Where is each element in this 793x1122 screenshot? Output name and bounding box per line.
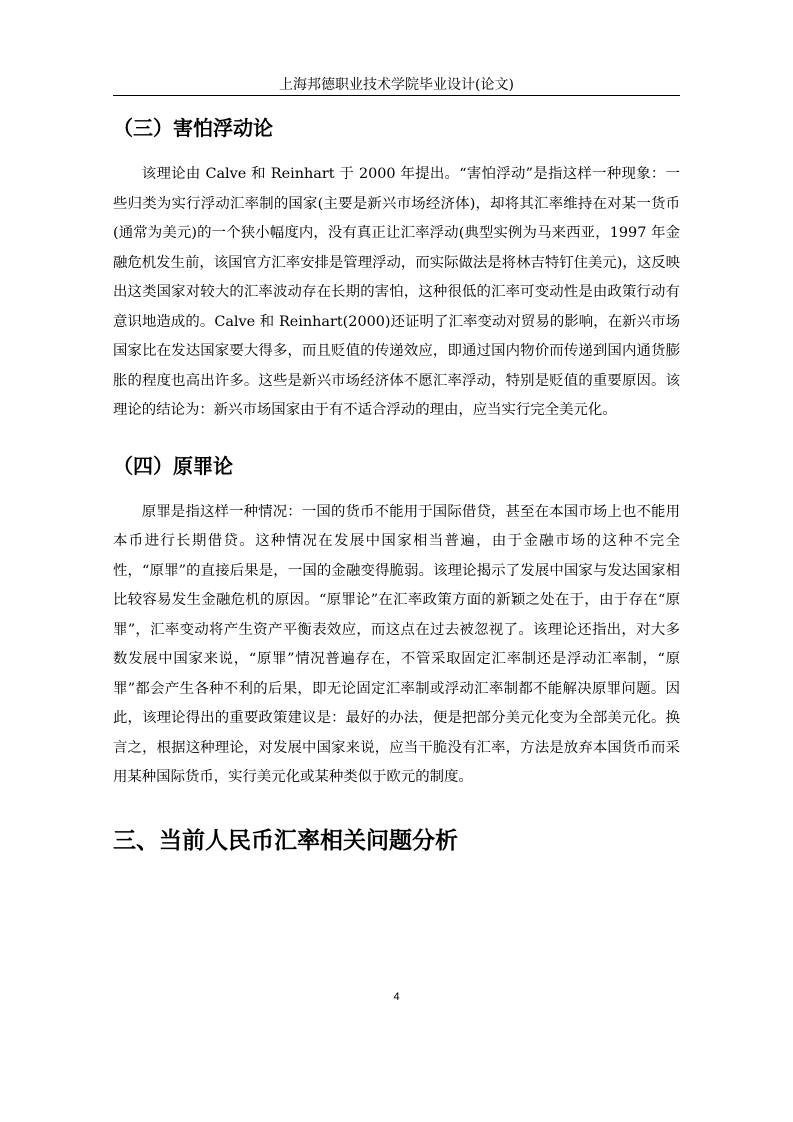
header-rule: [113, 95, 680, 96]
heading-fear-of-floating: （三）害怕浮动论: [113, 116, 273, 140]
page-number: 4: [393, 991, 400, 1003]
heading-original-sin: （四）原罪论: [113, 453, 233, 478]
page-header: 上海邦德职业技术学院毕业设计(论文): [279, 77, 514, 93]
heading-rmb-analysis: 三、当前人民币汇率相关问题分析: [113, 827, 458, 854]
paragraph-fear-of-floating: 该理论由 Calve 和 Reinhart 于 2000 年提出。“害怕浮动”是指这样一种现象：一些归类为实行浮动汇率制的国家(主要是新兴市场经济体)，却将其汇率维持在对某一货币(通常为美元)的一个狭小幅度内，没有真正让汇率浮动(典型实例为马来西亚，1997 年金融危机发生前，该国官方汇率安排是管理浮动，而实际做法是将林吉特钉住美元)，这反映出这类国家对较大的汇率波动存在长期的害怕，这种很低的汇率可变动性是由政策行动有意识地造成的。Calve 和 Reinhart(2000)还证明了汇率变动对贸易的影响，在新兴市场国家比在发达国家要大得多，而且贬值的传递效应，即通过国内物价而传递到国内通货膨胀的程度也高出许多。这些是新兴市场经济体不愿汇率浮动，特别是贬值的重要原因。该理论的结论为：新兴市场国家由于有不适合浮动的理由，应当实行完全美元化。: [113, 166, 680, 418]
document-body: [113, 108, 680, 861]
paragraph-original-sin: 原罪是指这样一种情况：一国的货币不能用于国际借贷，甚至在本国市场上也不能用本币进行长期借贷。这种情况在发展中国家相当普遍，由于金融市场的这种不完全性，“原罪”的直接后果是，一国的金融变得脆弱。该理论揭示了发展中国家与发达国家相比较容易发生金融危机的原因。“原罪论”在汇率政策方面的新颖之处在于，由于存在“原罪”，汇率变动将产生资产平衡表效应，而这点在过去被忽视了。该理论还指出，对大多数发展中国家来说，“原罪”情况普遍存在，不管采取固定汇率制还是浮动汇率制，“原罪”都会产生各种不利的后果，即无论固定汇率制或浮动汇率制都不能解决原罪问题。因此，该理论得出的重要政策建议是：最好的办法，便是把部分美元化变为全部美元化。换言之，根据这种理论，对发展中国家来说，应当干脆没有汇率，方法是放弃本国货币而采用某种国际货币，实行美元化或某种类似于欧元的制度。: [113, 503, 680, 785]
